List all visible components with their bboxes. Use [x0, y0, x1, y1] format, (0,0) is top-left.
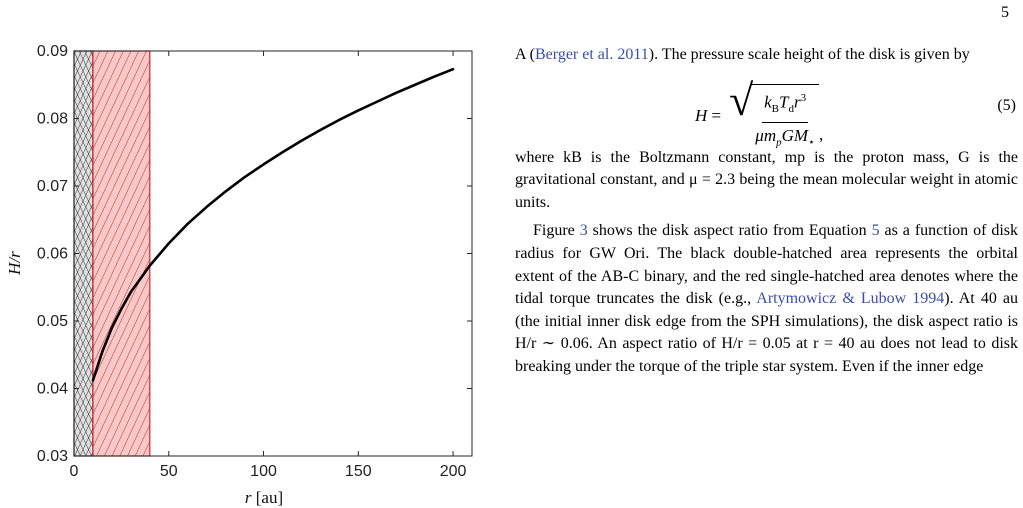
y-tick-label: 0.03	[36, 448, 68, 465]
x-tick-label: 200	[439, 463, 467, 480]
y-axis-label: H/r	[5, 251, 24, 275]
y-tick-label: 0.07	[36, 178, 68, 195]
y-tick-label: 0.05	[36, 313, 68, 330]
eq-lhs: H =	[695, 106, 722, 126]
paragraph-scale-height	[515, 44, 1018, 67]
aspect-ratio-figure	[0, 0, 480, 508]
eq-comma: ,	[818, 124, 824, 144]
aspect-ratio-chart	[0, 0, 480, 508]
equation-5-body	[695, 75, 824, 155]
sqrt-symbol: √ $\frac{k_BT_dr^3}{\mu m_pGM_⋆}$	[729, 79, 819, 155]
equation-5	[515, 73, 1018, 149]
y-tick-label: 0.08	[36, 110, 68, 128]
x-tick-label: 100	[250, 463, 277, 480]
page-number: 5	[1001, 4, 1009, 21]
p3-text-3: as a function of disk radius for GW Ori. The black double-hatched area represents the orbital extent of the AB-C binary, and the red single-hatched area denotes where the tidal torque truncates the disk (e.g.,	[515, 222, 1019, 308]
paragraph-figure-discussion	[515, 220, 1018, 378]
citation-artymowicz-1994[interactable]: Artymowicz & Lubow 1994	[756, 290, 945, 308]
citation-berger-2011[interactable]: Berger et al. 2011	[535, 46, 649, 63]
p1-text-1: A (	[515, 46, 535, 63]
paragraph-definitions: where kB is the Boltzmann constant, mp is the proton mass, G is the gravitational constant, and μ = 2.3 being the mean molecular weight in atomic units.	[515, 148, 1018, 211]
x-tick-label: 0	[69, 463, 79, 480]
x-axis-label-r: r	[244, 488, 252, 507]
ref-figure-3[interactable]: 3	[579, 222, 588, 240]
p1-text-2: ). The pressure scale height of the disk is given by	[648, 46, 970, 63]
truncation-region-red	[93, 51, 150, 456]
eq-fraction	[751, 84, 819, 155]
body-text-column	[515, 44, 1018, 379]
equation-number: (5)	[997, 96, 1016, 114]
p3-text-4: ). At 40 au (the initial inner disk edge from the SPH simulations), the disk aspect ratio is H/r ∼ 0.06. An aspect ratio of H/r = 0.05 at r = 40 au does not lead to disk breaking under the torque of the triple star system. Even if the inner edge	[515, 290, 1019, 375]
eq-denominator: $\mu m_pGM_⋆$	[755, 126, 815, 149]
x-axis-label	[245, 488, 283, 507]
x-tick-label: 50	[159, 463, 178, 480]
y-tick-label: 0.04	[36, 380, 68, 398]
ref-equation-5[interactable]: 5	[871, 222, 880, 240]
p3-text-1: Figure	[533, 222, 580, 240]
eq-numerator: $k_BT_dr^3$	[762, 87, 808, 124]
x-tick-label: 150	[344, 463, 372, 480]
p3-text-2: shows the disk aspect ratio from Equation	[587, 222, 872, 240]
x-axis-label-unit: [au]	[251, 488, 284, 507]
y-tick-label: 0.09	[36, 43, 68, 60]
y-tick-label: 0.06	[36, 245, 68, 263]
